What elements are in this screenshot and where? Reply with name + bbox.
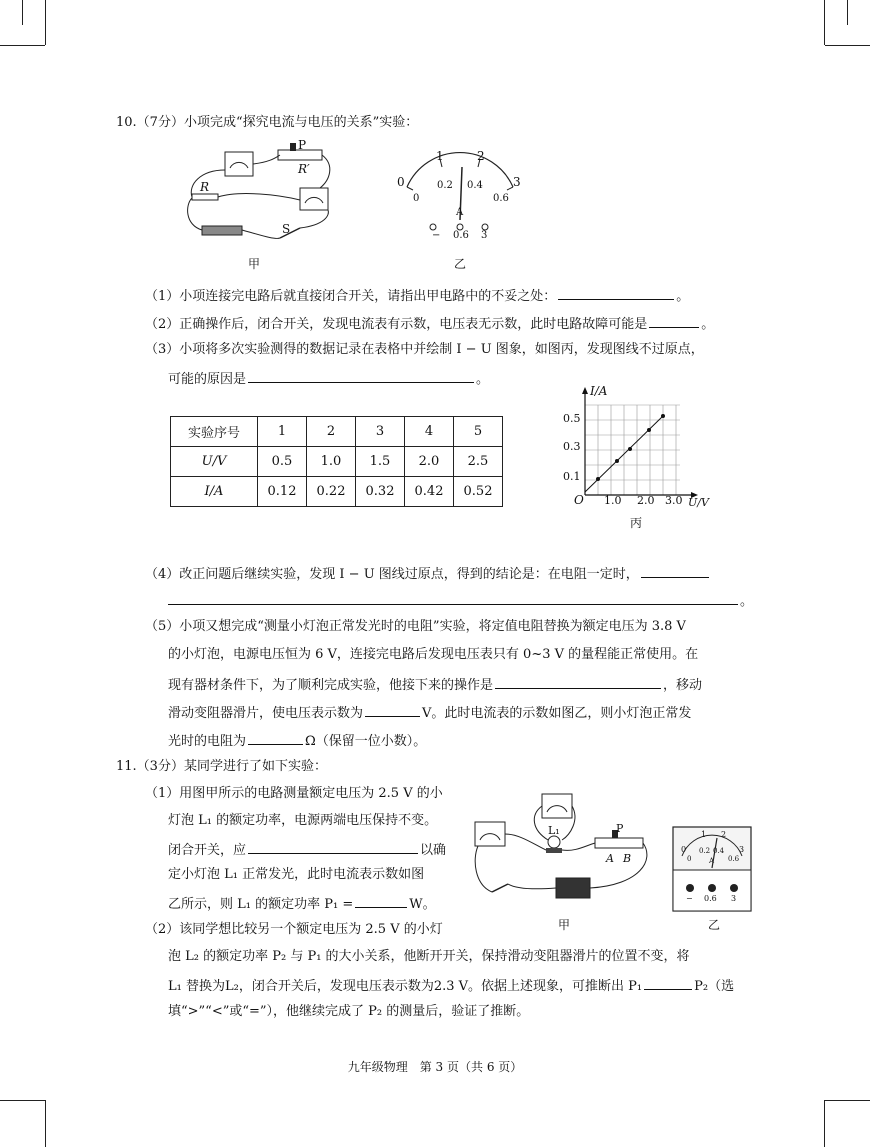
crop-mark: [825, 1100, 870, 1101]
q11-stem: 11.（3分）某同学进行了如下实验：: [116, 759, 327, 774]
q11-meter-top-1: 1: [701, 830, 707, 839]
q10-graph-ytick-01: 0.1: [563, 470, 581, 483]
q10-part5-line2: 的小灯泡，电源电压恒为 6 V，连接完电路后发现电压表只有 0~3 V 的量程能正常使用。在: [168, 647, 699, 662]
q10-graph-xtick-2: 2.0: [637, 494, 655, 507]
crop-mark: [0, 1100, 45, 1101]
q10-meter-top-0: 0: [397, 175, 405, 189]
q10-meter-terminal-neg: −: [432, 230, 441, 241]
q10-part3-line2: 可能的原因是 。: [168, 368, 489, 389]
q10-meter-bottom-06: 0.6: [493, 193, 509, 204]
crop-mark: [0, 45, 45, 46]
q10-stem: 10.（7分）小项完成“探究电流与电压的关系”实验：: [116, 115, 419, 130]
q10-graph-ytick-03: 0.3: [563, 440, 581, 453]
q11-label-l1: L₁: [548, 824, 560, 837]
q11-meter-terminal-06: 0.6: [704, 894, 717, 903]
q10-graph-xtick-1: 1.0: [604, 494, 622, 507]
crop-mark: [45, 0, 46, 45]
q10-meter-bottom-02: 0.2: [437, 180, 453, 191]
q11-part1-line1: （1）用图甲所示的电路测量额定电压为 2.5 V 的小: [145, 786, 443, 801]
q10-circuit-diagram: [180, 140, 340, 250]
q10-meter-top-3: 3: [513, 175, 521, 189]
q10-graph-xlabel: U/V: [688, 496, 709, 509]
table-row: 实验序号 1 2 3 4 5: [171, 417, 503, 447]
table-row: I/A 0.12 0.22 0.32 0.42 0.52: [171, 477, 503, 507]
q10-meter-top-1: 1: [436, 149, 444, 163]
crop-mark: [824, 0, 825, 45]
q11-label-p: P: [616, 822, 624, 835]
q11-part1-line5: 乙所示，则 L₁ 的额定功率 P₁ = W。: [168, 893, 436, 914]
q11-meter-bottom-0: 0: [687, 855, 692, 863]
page-footer: 九年级物理 第 3 页（共 6 页）: [347, 1060, 523, 1074]
q11-meter-bottom-06: 0.6: [728, 855, 740, 863]
q11-meter-top-2: 2: [721, 830, 727, 839]
crop-mark: [45, 1100, 46, 1147]
q11-part1-line2: 灯泡 L₁ 的额定功率，电源两端电压保持不变。: [168, 813, 438, 828]
q10-part4: （4）改正问题后继续实验，发现 I − U 图线过原点，得到的结论是：在电阻一定时，: [145, 563, 711, 584]
q11-part2-line3: L₁ 替换为L₂，闭合开关后，发现电压表示数为2.3 V。依据上述现象，可推断出 P₁ P₂（选: [168, 975, 734, 996]
crop-mark: [825, 45, 870, 46]
crop-mark: [22, 0, 23, 25]
q11-meter-bottom-02: 0.2: [699, 847, 711, 855]
q10-fig-bing-caption: 丙: [630, 516, 643, 530]
q10-graph-ylabel: I/A: [590, 384, 608, 398]
q11-label-b: B: [623, 852, 632, 865]
q10-data-table: [170, 416, 503, 507]
q11-label-a: A: [606, 852, 614, 865]
q11-fig-yi-caption: 乙: [708, 918, 721, 932]
q10-part3-line1: （3）小项将多次实验测得的数据记录在表格中并绘制 I − U 图象，如图丙，发现图线不过原点，: [145, 342, 704, 357]
q10-graph-ytick-05: 0.5: [563, 412, 581, 425]
q10-graph-xtick-3: 3.0: [665, 494, 683, 507]
q10-graph-origin: O: [574, 493, 584, 507]
crop-mark: [824, 1100, 825, 1147]
q10-fig-jia-caption: 甲: [248, 257, 261, 271]
q11-part1-line4: 定小灯泡 L₁ 正常发光，此时电流表示数如图: [168, 867, 425, 882]
q10-label-p: P: [298, 138, 307, 152]
q10-part5-line4: 滑动变阻器滑片，使电压表示数为 V。此时电流表的示数如图乙，则小灯泡正常发: [168, 702, 691, 723]
q11-part2-line2: 泡 L₂ 的额定功率 P₂ 与 P₁ 的大小关系，他断开开关，保持滑动变阻器滑片的位置不变，将: [168, 949, 690, 964]
q10-part1: （1）小项连接完电路后就直接闭合开关，请指出甲电路中的不妥之处： 。: [145, 285, 689, 306]
q11-meter-top-3: 3: [739, 845, 745, 854]
q11-circuit-diagram: [470, 790, 660, 915]
table-row: U/V 0.5 1.0 1.5 2.0 2.5: [171, 447, 503, 477]
q10-meter-top-2: 2: [477, 149, 485, 163]
q10-part2: （2）正确操作后，闭合开关，发现电流表有示数，电压表无示数，此时电路故障可能是 。: [145, 313, 714, 334]
q10-meter-bottom-0: 0: [413, 193, 420, 204]
q11-fig-jia-caption: 甲: [558, 918, 571, 932]
q11-meter-bottom-04: 0.4: [713, 847, 725, 855]
q10-part5-line5: 光时的电阻为 Ω（保留一位小数）。: [168, 730, 426, 751]
q11-meter-terminal-neg: −: [686, 894, 693, 903]
q10-meter-bottom-04: 0.4: [467, 180, 483, 191]
q10-label-s: S: [282, 222, 291, 236]
crop-mark: [847, 0, 848, 25]
q10-fig-yi-caption: 乙: [454, 257, 467, 271]
q11-meter-top-0: 0: [681, 845, 687, 854]
q11-part2-line1: （2）该同学想比较另一个额定电压为 2.5 V 的小灯: [145, 922, 443, 937]
q10-meter-terminal-06: 0.6: [453, 230, 469, 241]
q11-part1-line3: 闭合开关，应 以确: [168, 839, 446, 860]
q10-label-r: R: [200, 180, 210, 194]
q10-part5-line3: 现有器材条件下，为了顺利完成实验，他接下来的操作是 ，移动: [168, 674, 702, 695]
q10-part4-continued: 。: [168, 590, 753, 611]
q11-meter-terminal-3: 3: [731, 894, 737, 903]
q10-meter-unit: A: [456, 207, 464, 218]
q10-label-r-prime: R′: [298, 162, 310, 176]
q10-part5-line1: （5）小项又想完成“测量小灯泡正常发光时的电阻”实验，将定值电阻替换为额定电压为 3.8 V: [145, 619, 686, 634]
q11-part2-line4: 填“>”“<”或“=”），他继续完成了 P₂ 的测量后，验证了推断。: [168, 1004, 530, 1019]
q11-meter-unit: A: [709, 857, 715, 865]
q10-meter-terminal-3: 3: [481, 230, 488, 241]
